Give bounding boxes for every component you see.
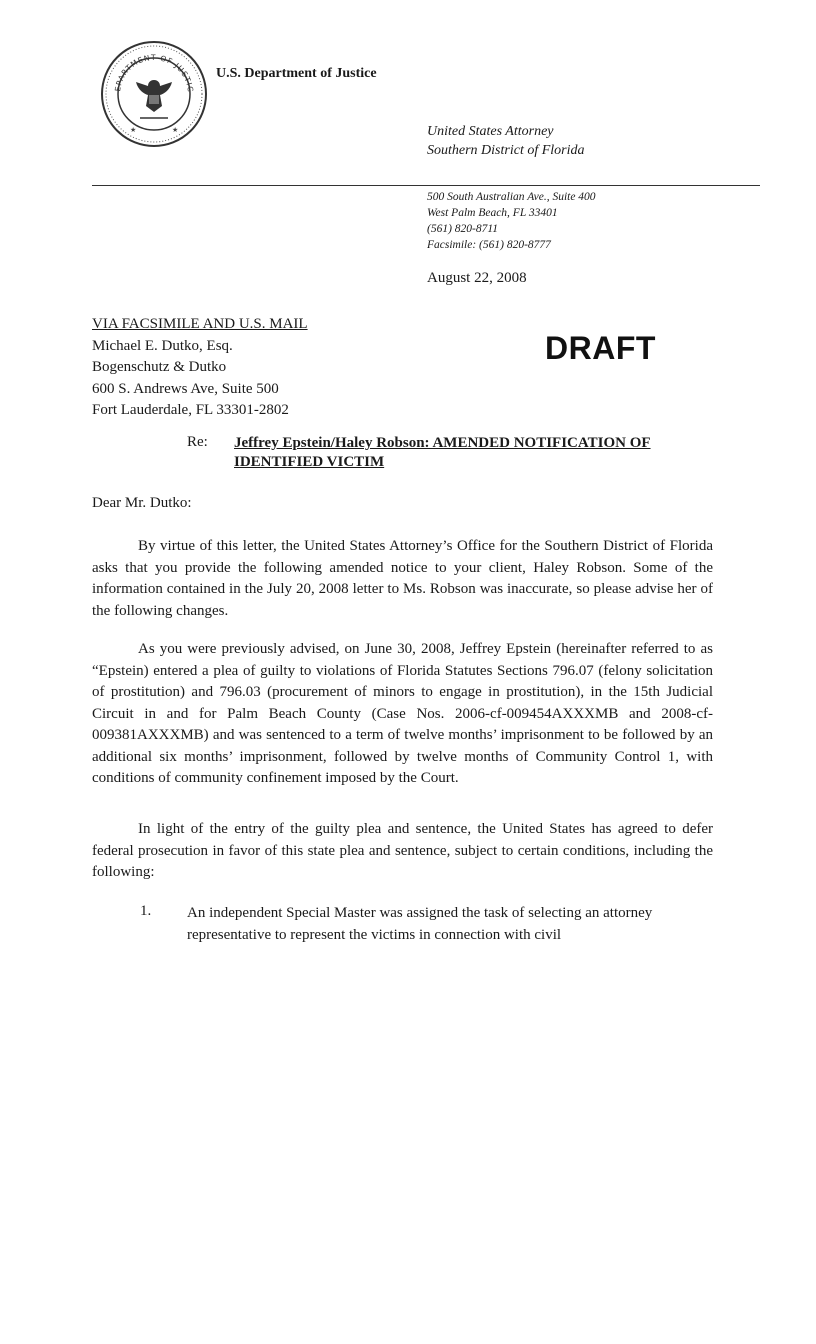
address-line-1: 500 South Australian Ave., Suite 400 [427, 191, 596, 203]
list-item-text: An independent Special Master was assigned the task of selecting an attorney representative to represent the victims in connection with civil [187, 905, 653, 943]
list-item-number: 1. [140, 903, 152, 919]
delivery-method: VIA FACSIMILE AND U.S. MAIL [92, 316, 308, 332]
office-line-2: Southern District of Florida [427, 143, 585, 158]
letter-date: August 22, 2008 [427, 270, 527, 286]
doj-seal [100, 40, 208, 148]
draft-stamp: DRAFT [545, 330, 656, 366]
address-line-3: (561) 820-8711 [427, 223, 499, 235]
office-name [427, 122, 585, 160]
header-divider-right [392, 185, 760, 186]
body-paragraph-2: As you were previously advised, on June 30, 2008, Jeffrey Epstein (hereinafter referred to as “Epstein) entered a plea of guilty to violations of Florida Statutes Sections 796.07 (felony solicitation of prostitution) and 796.03 (procurement of minors to engage in prostitution), in the 15th Judicial Circuit in and for Palm Beach County (Case Nos. 2006-cf-009454AXXXMB and 2008-cf-009381AXXXMB) and was sentenced to a term of twelve months’ imprisonment to be followed by an additional six months’ imprisonment, followed by twelve months of Community Control 1, with conditions of community confinement imposed by the Court. [92, 641, 713, 786]
svg-text:★: ★ [172, 126, 179, 134]
salutation: Dear Mr. Dutko: [92, 495, 192, 511]
address-line-2: West Palm Beach, FL 33401 [427, 207, 558, 219]
svg-text:★: ★ [130, 126, 137, 134]
office-line-1: United States Attorney [427, 124, 554, 139]
header-divider-left [92, 185, 392, 186]
office-address [427, 189, 596, 253]
recipient-firm: Bogenschutz & Dutko [92, 359, 227, 375]
subject-label: Re: [187, 434, 208, 450]
recipient-name: Michael E. Dutko, Esq. [92, 337, 233, 354]
recipient-block [92, 314, 308, 422]
address-line-4: Facsimile: (561) 820-8777 [427, 239, 551, 251]
recipient-city: Fort Lauderdale, FL 33301-2802 [92, 402, 289, 418]
department-name: U.S. Department of Justice [216, 66, 377, 81]
body-paragraph-1: By virtue of this letter, the United States Attorney’s Office for the Southern District of Florida asks that you provide the following amended notice to your client, Haley Robson. Some of the information contained in the July 20, 2008 letter to Ms. Robson was inaccurate, so please advise her of the following changes. [92, 538, 713, 619]
body-paragraph-3: In light of the entry of the guilty plea and sentence, the United States has agreed to defer federal prosecution in favor of this state plea and sentence, subject to certain conditions, including the following: [92, 821, 713, 880]
svg-text:DEPARTMENT OF JUSTICE: EPARTMENT OF JUSTIC [113, 52, 196, 94]
recipient-street: 600 S. Andrews Ave, Suite 500 [92, 380, 279, 397]
subject-line: Jeffrey Epstein/Haley Robson: AMENDED NOTIFICATION OF IDENTIFIED VICTIM [234, 435, 651, 470]
